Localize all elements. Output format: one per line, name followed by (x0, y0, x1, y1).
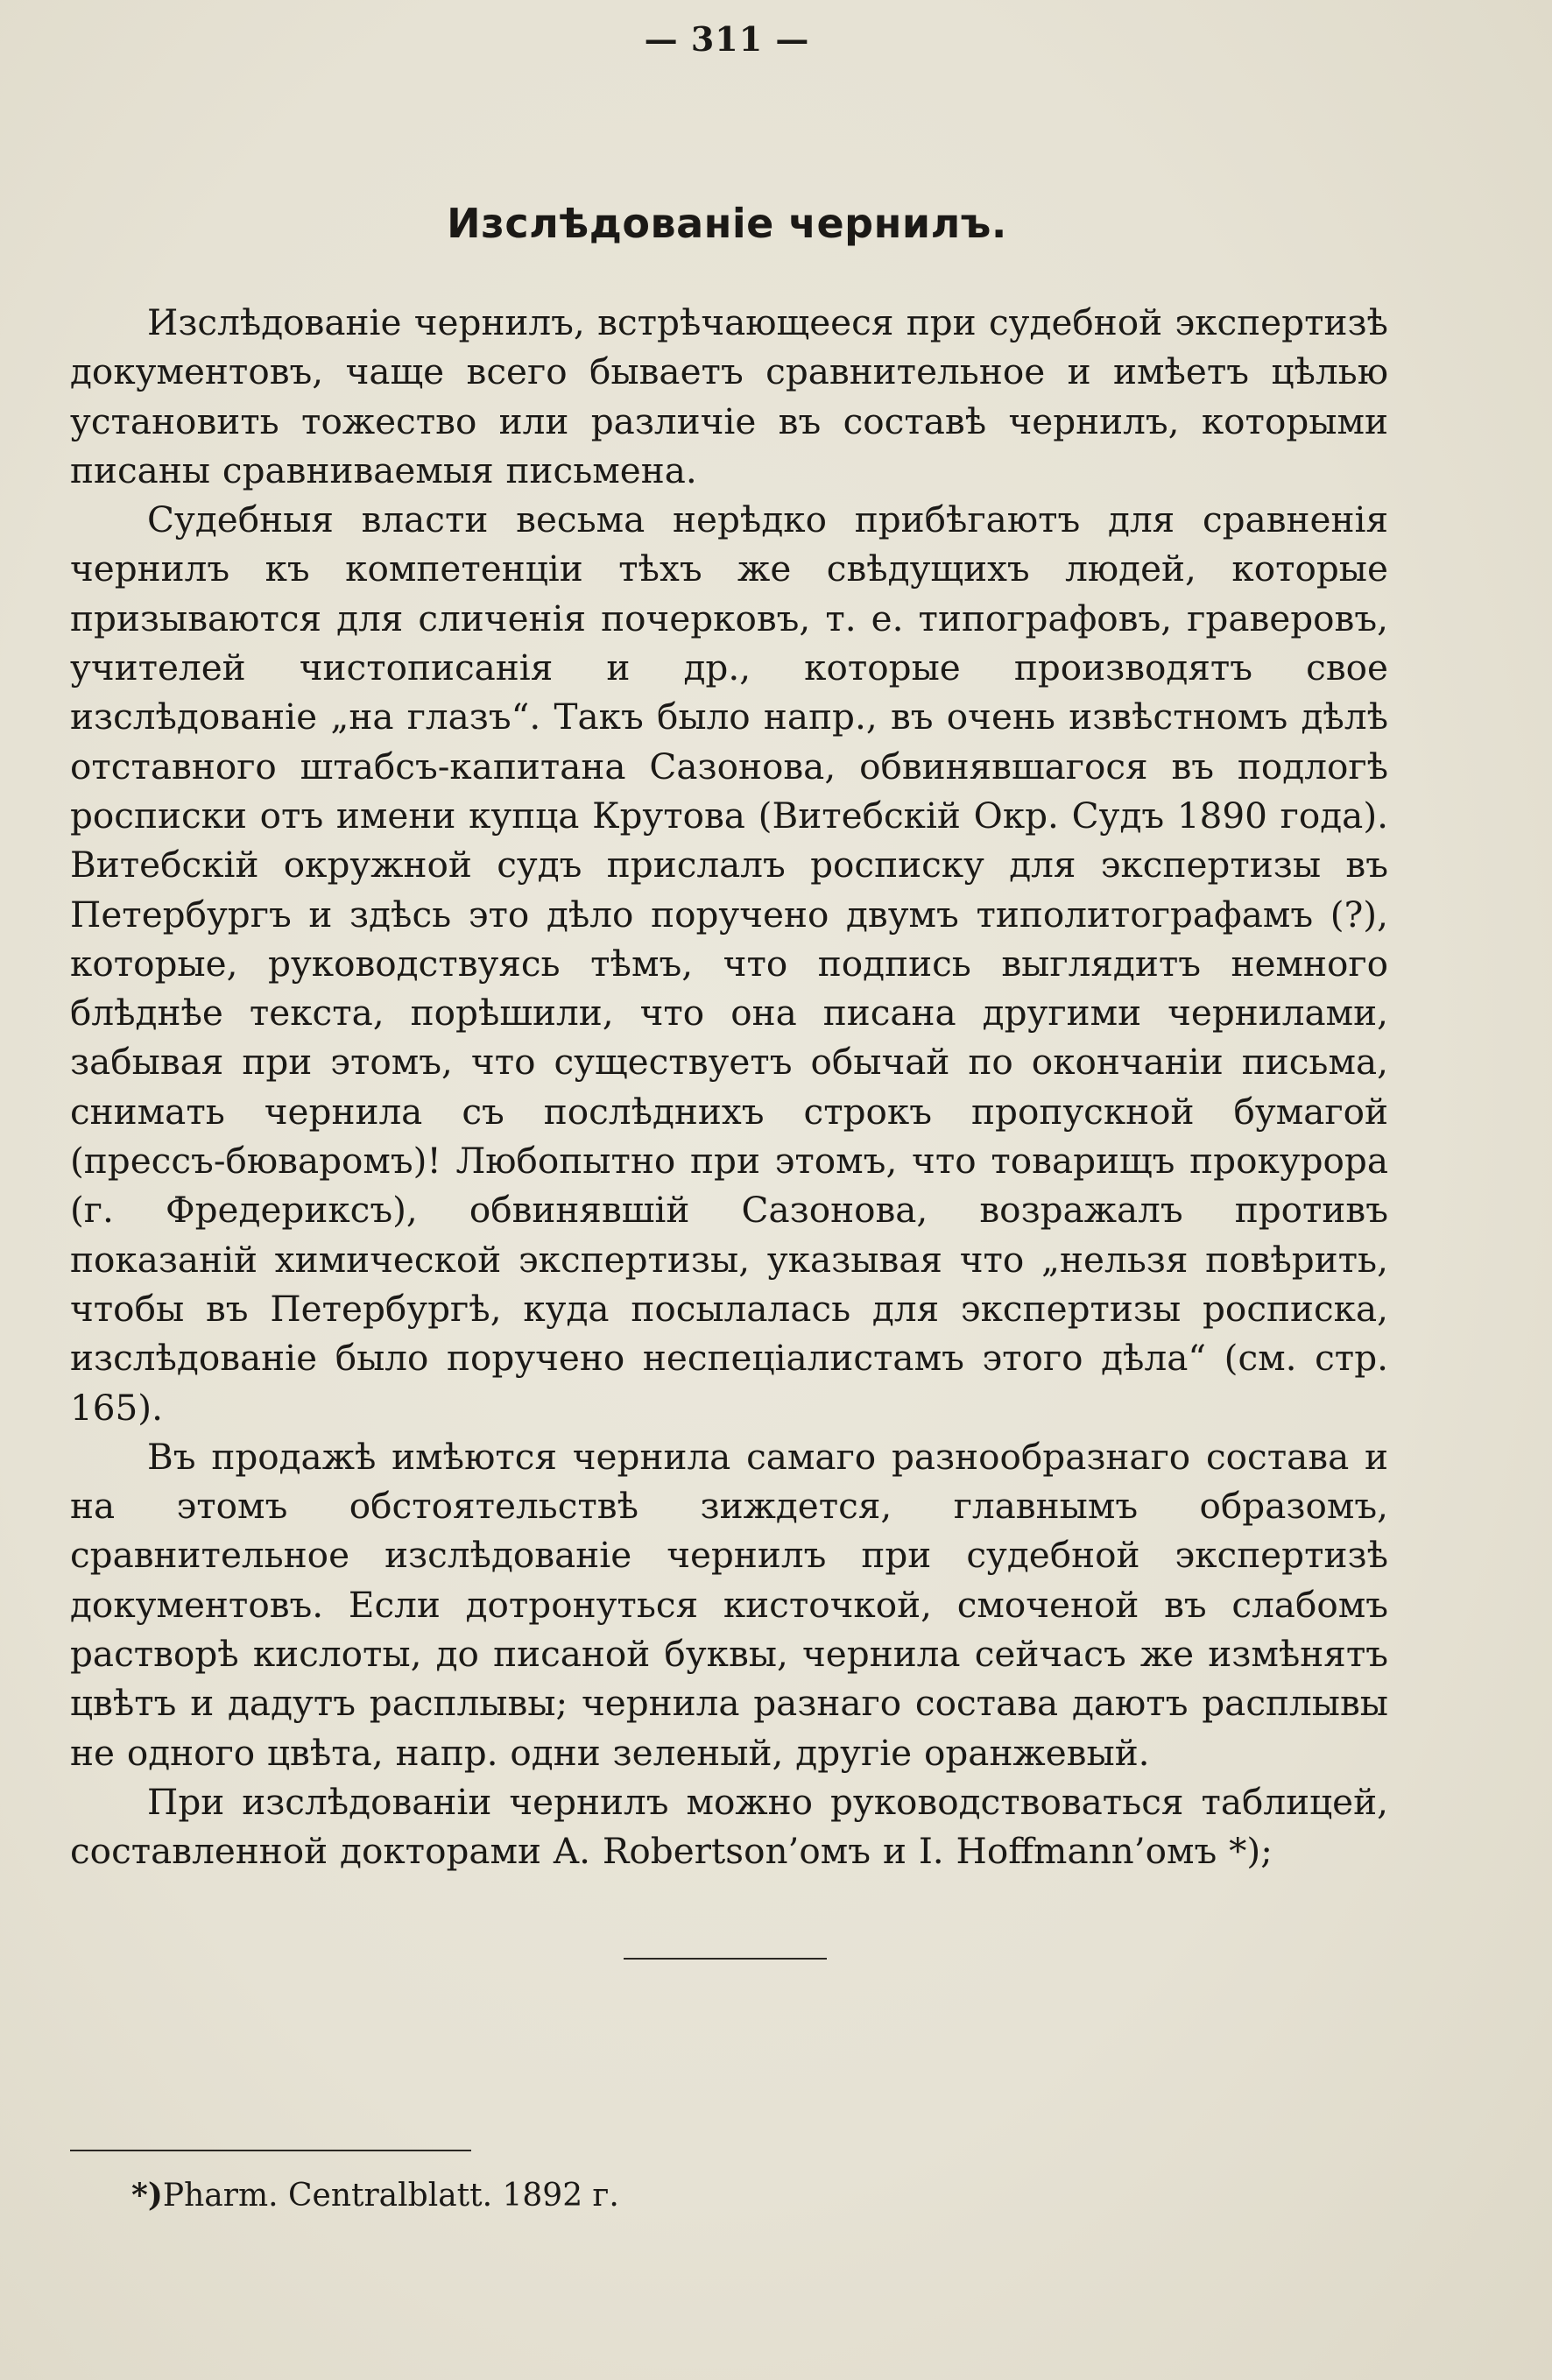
section-divider (624, 1958, 827, 1960)
section-title: Изслѣдованіе чернилъ. (447, 200, 1007, 247)
footnote-marker: *) (131, 2177, 163, 2214)
paragraph: Въ продажѣ имѣются чернила самаго разнообразнаго состава и на этомъ обстоятельствѣ зиждется, главнымъ образомъ, сравнительное изслѣдованіе чернилъ при судебной экспертизѣ документовъ. Если дотронуться кисточкой, смоченой въ слабомъ растворѣ кислоты, до писаной буквы, чернила сейчасъ же измѣнятъ цвѣтъ и дадутъ расплывы; чернила разнаго состава даютъ расплывы не одного цвѣта, напр. одни зеленый, другіе оранжевый. (70, 1435, 1388, 1774)
paragraph: При изслѣдованіи чернилъ можно руководствоваться таблицей, составленной докторами A. Robertson’омъ и I. Hoffmann’омъ *); (70, 1780, 1388, 1873)
paragraph: Судебныя власти весьма нерѣдко прибѣгаютъ для сравненія чернилъ къ компетенціи тѣхъ же свѣдущихъ людей, которые призываются для сличенія почерковъ, т. е. типографовъ, граверовъ, учителей чистописанія и др., которые производятъ свое изслѣдованіе „на глазъ“. Такъ было напр., въ очень извѣстномъ дѣлѣ отставного штабсъ-капитана Сазонова, обвинявшагося въ подлогѣ росписки отъ имени купца Крутова (Витебскій Окр. Судъ 1890 года). Витебскій окружной судъ прислалъ росписку для экспертизы въ Петербургъ и здѣсь это дѣло поручено двумъ типолитографамъ (?), которые, руководствуясь тѣмъ, что подпись выглядитъ немного блѣднѣе текста, порѣшили, что она писана другими чернилами, забывая при этомъ, что существуетъ обычай по окончаніи письма, снимать чернила съ послѣднихъ строкъ пропускной бумагой (прессъ-бюваромъ)! Любопытно при этомъ, что товарищъ прокурора (г. Фредериксъ), обвинявшій Сазонова, возражалъ противъ показаній химической экспертизы, указывая что „нельзя повѣрить, чтобы въ Петербургѣ, куда посылалась для экспертизы росписка, изслѣдованіе было поручено неспеціалистамъ этого дѣла“ (см. стр. 165). (70, 498, 1388, 1429)
footnote-text: Pharm. Centralblatt. 1892 г. (162, 2178, 619, 2214)
paragraph: Изслѣдованіе чернилъ, встрѣчающееся при судебной экспертизѣ документовъ, чаще всего бываетъ сравнительное и имѣетъ цѣлью установить тожество или различіе въ составѣ чернилъ, которыми писаны сравниваемыя письмена. (70, 301, 1388, 491)
footnote-rule (70, 2150, 471, 2151)
footnote (131, 2177, 619, 2214)
body-text (70, 298, 1388, 1876)
page-number: — 311 — (644, 19, 810, 59)
